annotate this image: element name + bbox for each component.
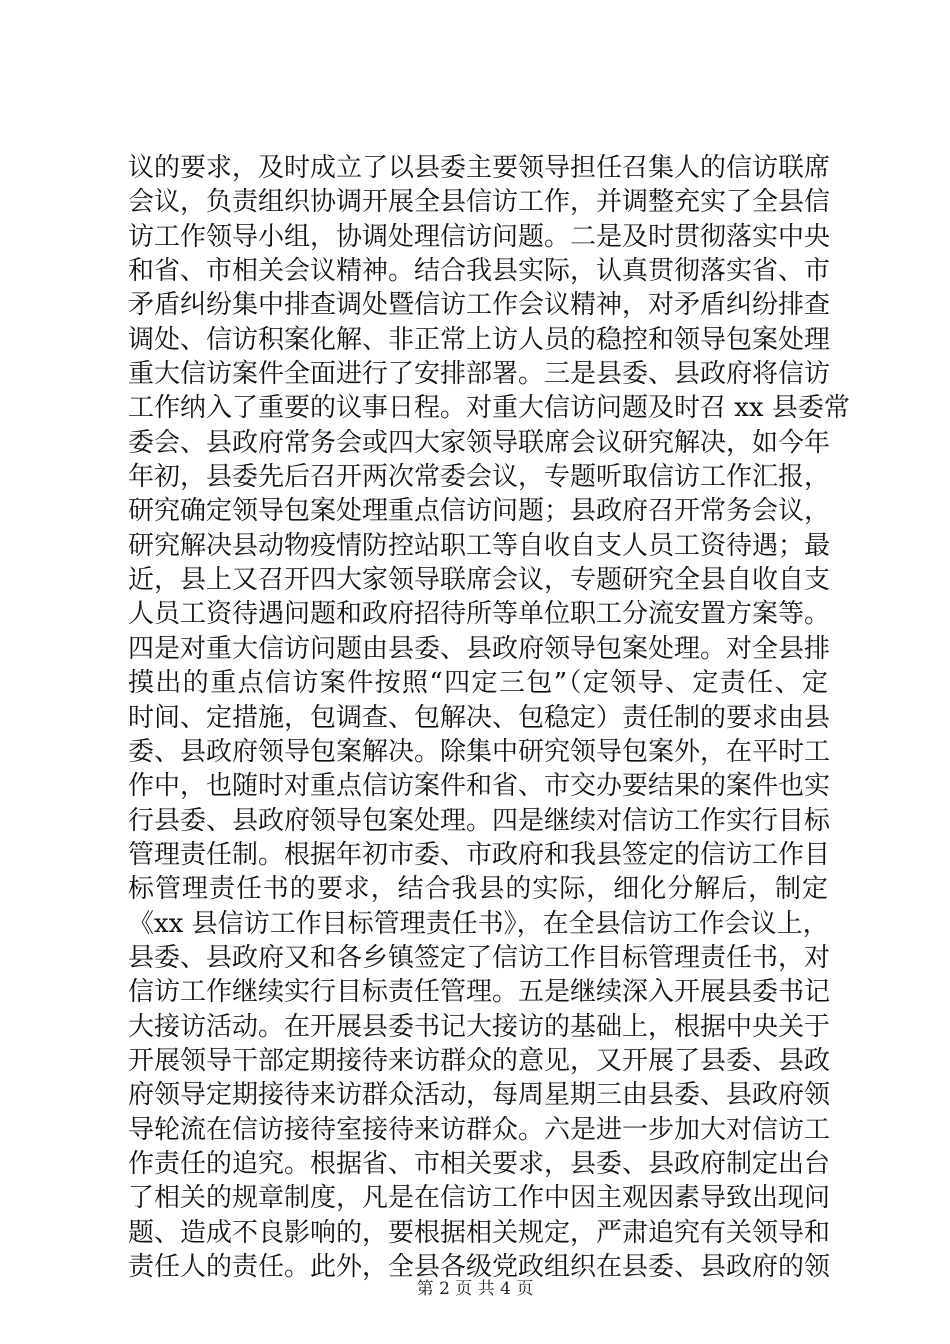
- text-line: 研究解决县动物疫情防控站职工等自收自支人员工资待遇；最: [128, 530, 831, 561]
- text-line: 《xx 县信访工作目标管理责任书》，在全县信访工作会议上，: [128, 908, 829, 939]
- text-line: 大接访活动。在开展县委书记大接访的基础上，根据中央关于: [128, 1011, 831, 1042]
- text-line: 管理责任制。根据年初市委、市政府和我县签定的信访工作目: [128, 839, 831, 870]
- text-line: 访工作领导小组，协调处理信访问题。二是及时贯彻落实中央: [128, 221, 831, 252]
- text-line: 会议，负责组织协调开展全县信访工作，并调整充实了全县信: [128, 187, 831, 218]
- text-line: 人员工资待遇问题和政府招待所等单位职工分流安置方案等。: [128, 599, 831, 630]
- text-line: 了相关的规章制度，凡是在信访工作中因主观因素导致出现问: [128, 1183, 831, 1214]
- text-line: 题、造成不良影响的，要根据相关规定，严肃追究有关领导和: [128, 1217, 831, 1248]
- text-line: 作责任的追究。根据省、市相关要求，县委、县政府制定出台: [128, 1148, 831, 1179]
- text-line: 委、县政府领导包案解决。除集中研究领导包案外，在平时工: [128, 736, 831, 767]
- text-line: 和省、市相关会议精神。结合我县实际，认真贯彻落实省、市: [128, 256, 831, 287]
- text-line: 标管理责任书的要求，结合我县的实际，细化分解后，制定: [128, 874, 828, 905]
- text-line: 调处、信访积案化解、非正常上访人员的稳控和领导包案处理: [128, 324, 831, 355]
- text-line: 年初，县委先后召开两次常委会议，专题听取信访工作汇报，: [128, 462, 831, 493]
- text-line: 导轮流在信访接待室接待来访群众。六是进一步加大对信访工: [128, 1114, 831, 1145]
- text-line: 摸出的重点信访案件按照“四定三包”（定领导、定责任、定: [128, 668, 828, 699]
- text-line: 重大信访案件全面进行了安排部署。三是县委、县政府将信访: [128, 359, 831, 390]
- text-line: 行县委、县政府领导包案处理。四是继续对信访工作实行目标: [128, 805, 831, 836]
- text-line: 议的要求，及时成立了以县委主要领导担任召集人的信访联席: [128, 153, 831, 183]
- text-line: 近，县上又召开四大家领导联席会议，专题研究全县自收自支: [128, 565, 831, 596]
- text-line: 研究确定领导包案处理重点信访问题；县政府召开常务会议，: [128, 496, 831, 527]
- body-text: [128, 151, 850, 1284]
- text-line: 责任人的责任。此外，全县各级党政组织在县委、县政府的领: [128, 1252, 831, 1282]
- text-line: 工作纳入了重要的议事日程。对重大信访问题及时召 xx 县委常: [128, 393, 850, 424]
- text-line: 作中，也随时对重点信访案件和省、市交办要结果的案件也实: [128, 771, 831, 802]
- text-line: 开展领导干部定期接待来访群众的意见，又开展了县委、县政: [128, 1045, 831, 1076]
- text-line: 时间、定措施，包调查、包解决、包稳定）责任制的要求由县: [128, 702, 831, 733]
- text-line: 矛盾纠纷集中排查调处暨信访工作会议精神，对矛盾纠纷排查: [128, 290, 831, 321]
- page-footer: 第 2 页 共 4 页: [416, 1279, 534, 1299]
- text-line: 府领导定期接待来访群众活动，每周星期三由县委、县政府领: [128, 1080, 831, 1111]
- text-line: 信访工作继续实行目标责任管理。五是继续深入开展县委书记: [128, 977, 831, 1008]
- text-line: 委会、县政府常务会或四大家领导联席会议研究解决，如今年: [128, 427, 831, 458]
- text-line: 四是对重大信访问题由县委、县政府领导包案处理。对全县排: [128, 633, 831, 664]
- text-line: 县委、县政府又和各乡镇签定了信访工作目标管理责任书，对: [128, 942, 831, 973]
